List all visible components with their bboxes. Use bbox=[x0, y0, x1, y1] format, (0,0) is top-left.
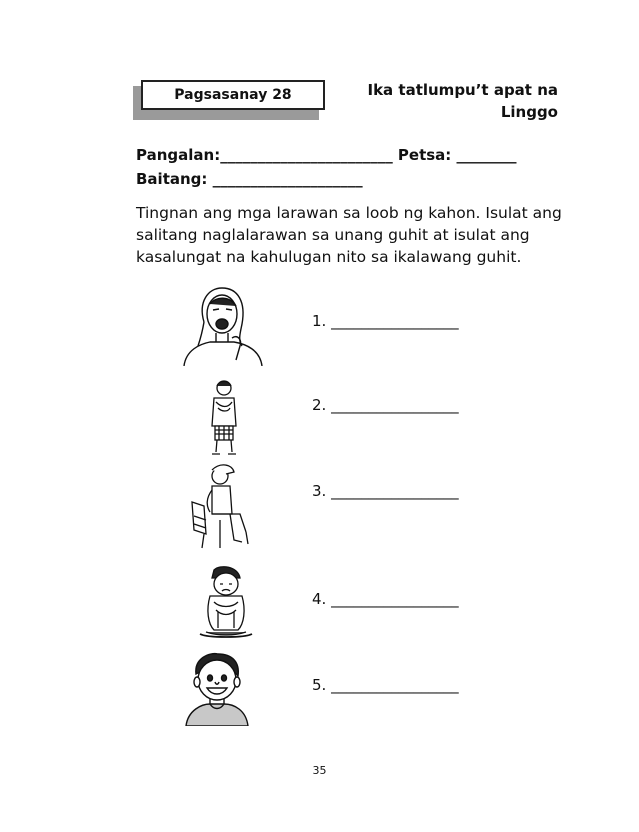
exercise-label: Pagsasanay 28 bbox=[174, 87, 292, 103]
answer-line-1[interactable]: 1. _________________ bbox=[312, 312, 459, 330]
shivering-child-illustration bbox=[204, 378, 244, 456]
yelling-girl-illustration bbox=[180, 284, 266, 366]
tired-man-on-chair-illustration bbox=[190, 462, 264, 550]
name-date-line: Pangalan:_______________________ Petsa: ________ bbox=[136, 146, 517, 164]
week-heading bbox=[340, 79, 558, 123]
answer-line-3[interactable]: 3. _________________ bbox=[312, 482, 459, 500]
smiling-boy-illustration bbox=[182, 652, 252, 726]
answer-line-5[interactable]: 5. _________________ bbox=[312, 676, 459, 694]
week-line-1: Ika tatlumpu’t apat na bbox=[367, 81, 558, 99]
grade-line: Baitang: ____________________ bbox=[136, 170, 363, 188]
answer-line-4[interactable]: 4. _________________ bbox=[312, 590, 459, 608]
answer-line-2[interactable]: 2. _________________ bbox=[312, 396, 459, 414]
exercise-title-box bbox=[141, 80, 325, 110]
sad-boy-hugging-knees-illustration bbox=[198, 566, 254, 638]
week-line-2: Linggo bbox=[500, 103, 558, 121]
page-number: 35 bbox=[312, 764, 327, 777]
instructions: Tingnan ang mga larawan sa loob ng kahon. Isulat ang salitang naglalarawan sa unang guhit at isulat ang kasalungat na kahulugan nito sa ikalawang guhit. bbox=[136, 204, 562, 266]
